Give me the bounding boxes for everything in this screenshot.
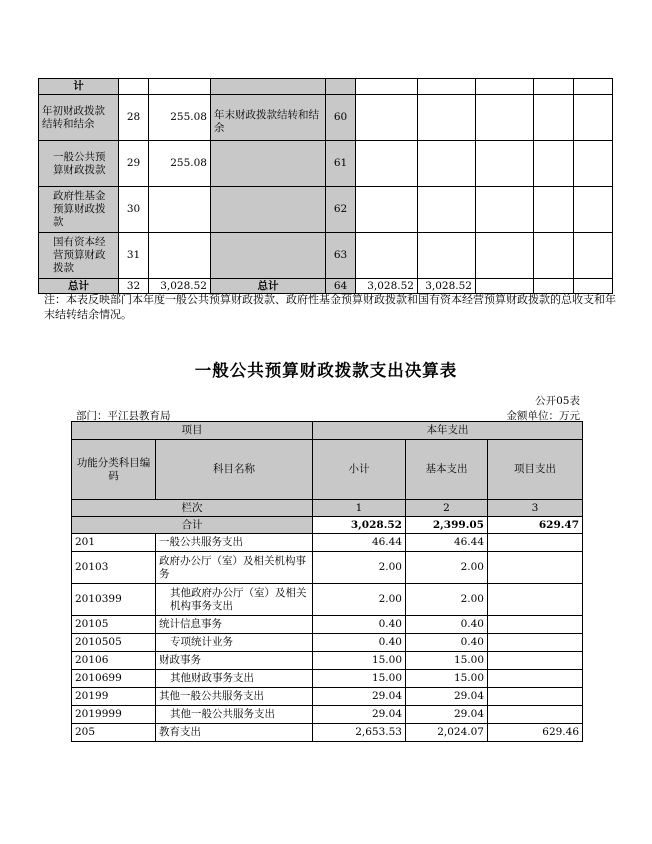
table-row	[72, 534, 583, 552]
value-cell	[574, 141, 613, 187]
table-row	[39, 233, 613, 279]
code-cell: 201	[72, 534, 156, 552]
code-cell: 2010399	[72, 584, 156, 616]
general-budget-expenditure-table	[71, 421, 583, 742]
table-row	[39, 79, 613, 95]
code-cell: 20105	[72, 616, 156, 634]
value-cell	[476, 95, 534, 141]
line-number: 29	[119, 141, 149, 187]
subtotal-cell: 15.00	[313, 670, 406, 688]
subtotal-cell: 2.00	[313, 552, 406, 584]
value-cell	[418, 187, 476, 233]
project-cell: 629.46	[488, 724, 583, 742]
project-cell	[488, 634, 583, 652]
right-line-number	[326, 79, 356, 95]
section-title: 一般公共预算财政拨款支出决算表	[194, 361, 458, 380]
total-label: 合计	[72, 517, 313, 534]
table-note: 注：本表反映部门本年度一般公共预算财政拨款、政府性基金预算财政拨款和国有资本经营预算财政拨款的总收支和年末结转结余情况。	[44, 293, 616, 321]
project-cell	[488, 652, 583, 670]
basic-cell: 29.04	[406, 706, 488, 724]
value-cell	[356, 79, 418, 95]
right-line-number: 60	[326, 95, 356, 141]
name-cell: 其他一般公共服务支出	[156, 706, 313, 724]
subtotal-cell: 2,653.53	[313, 724, 406, 742]
table-row	[39, 95, 613, 141]
project-cell	[488, 584, 583, 616]
col-number: 1	[313, 500, 406, 517]
code-cell: 20199	[72, 688, 156, 706]
line-number	[119, 79, 149, 95]
name-cell: 一般公共服务支出	[156, 534, 313, 552]
total-subtotal: 3,028.52	[313, 517, 406, 534]
value-cell	[574, 79, 613, 95]
row-col-label: 栏次	[72, 500, 313, 517]
row-label: 总计	[39, 279, 119, 294]
amount-cell	[149, 233, 211, 279]
right-row-label: 总计	[211, 279, 326, 294]
value-cell	[534, 141, 574, 187]
basic-cell: 15.00	[406, 670, 488, 688]
table-row	[72, 724, 583, 742]
amount-cell	[149, 79, 211, 95]
project-cell	[488, 534, 583, 552]
row-label: 一般公共预算财政拨款	[39, 141, 119, 187]
right-line-number: 63	[326, 233, 356, 279]
col-name-header: 科目名称	[156, 440, 313, 500]
value-cell	[534, 79, 574, 95]
value-cell	[356, 233, 418, 279]
name-cell: 教育支出	[156, 724, 313, 742]
right-row-label	[211, 233, 326, 279]
amount-cell: 3,028.52	[149, 279, 211, 294]
right-line-number: 62	[326, 187, 356, 233]
subtotal-cell: 15.00	[313, 652, 406, 670]
value-cell	[476, 187, 534, 233]
row-label: 国有资本经营预算财政拨款	[39, 233, 119, 279]
value-cell	[418, 233, 476, 279]
form-number: 公开05表	[535, 395, 580, 407]
total-row	[72, 517, 583, 534]
subtotal-cell: 29.04	[313, 688, 406, 706]
right-row-label	[211, 141, 326, 187]
amount-cell: 255.08	[149, 141, 211, 187]
income-expense-total-table	[38, 78, 613, 294]
subtotal-cell: 0.40	[313, 616, 406, 634]
code-cell: 2019999	[72, 706, 156, 724]
table-row	[39, 141, 613, 187]
value-cell: 3,028.52	[356, 279, 418, 294]
right-line-number: 61	[326, 141, 356, 187]
value-cell	[356, 187, 418, 233]
department-label: 部门：平江县教育局	[76, 410, 171, 422]
project-cell	[488, 670, 583, 688]
project-cell	[488, 552, 583, 584]
header-row	[72, 440, 583, 500]
col-project-header: 项目支出	[488, 440, 583, 500]
table-row	[39, 187, 613, 233]
header-project: 项目	[72, 422, 313, 440]
basic-cell: 2.00	[406, 584, 488, 616]
table-row	[72, 634, 583, 652]
project-cell	[488, 706, 583, 724]
value-cell	[356, 95, 418, 141]
row-label: 年初财政拨款结转和结余	[39, 95, 119, 141]
line-number: 30	[119, 187, 149, 233]
row-label: 政府性基金预算财政拨款	[39, 187, 119, 233]
value-cell	[418, 79, 476, 95]
project-cell	[488, 616, 583, 634]
value-cell	[418, 141, 476, 187]
value-cell	[574, 233, 613, 279]
amount-cell	[149, 187, 211, 233]
code-cell: 205	[72, 724, 156, 742]
value-cell	[574, 187, 613, 233]
value-cell: 3,028.52	[418, 279, 476, 294]
code-cell: 2010505	[72, 634, 156, 652]
table-row	[72, 688, 583, 706]
header-year-expenditure: 本年支出	[313, 422, 583, 440]
col-basic-header: 基本支出	[406, 440, 488, 500]
code-cell: 20103	[72, 552, 156, 584]
table-row	[72, 552, 583, 584]
right-line-number: 64	[326, 279, 356, 294]
code-cell: 2010699	[72, 670, 156, 688]
line-number: 31	[119, 233, 149, 279]
col-number: 3	[488, 500, 583, 517]
basic-cell: 46.44	[406, 534, 488, 552]
basic-cell: 0.40	[406, 616, 488, 634]
value-cell	[574, 95, 613, 141]
name-cell: 政府办公厅（室）及相关机构事务	[156, 552, 313, 584]
value-cell	[476, 141, 534, 187]
table-row	[72, 616, 583, 634]
value-cell	[534, 95, 574, 141]
value-cell	[534, 187, 574, 233]
total-basic: 2,399.05	[406, 517, 488, 534]
amount-unit: 金额单位：万元	[506, 410, 580, 422]
name-cell: 其他一般公共服务支出	[156, 688, 313, 706]
header-row	[72, 422, 583, 440]
right-row-label	[211, 187, 326, 233]
basic-cell: 2.00	[406, 552, 488, 584]
basic-cell: 0.40	[406, 634, 488, 652]
name-cell: 其他政府办公厅（室）及相关机构事务支出	[156, 584, 313, 616]
total-project: 629.47	[488, 517, 583, 534]
amount-cell: 255.08	[149, 95, 211, 141]
line-number: 32	[119, 279, 149, 294]
line-number: 28	[119, 95, 149, 141]
row-label: 计	[39, 79, 119, 95]
col-number: 2	[406, 500, 488, 517]
table-row	[72, 584, 583, 616]
name-cell: 专项统计业务	[156, 634, 313, 652]
basic-cell: 15.00	[406, 652, 488, 670]
col-code-header: 功能分类科目编码	[72, 440, 156, 500]
value-cell	[356, 141, 418, 187]
name-cell: 其他财政事务支出	[156, 670, 313, 688]
basic-cell: 29.04	[406, 688, 488, 706]
basic-cell: 2,024.07	[406, 724, 488, 742]
value-cell	[418, 95, 476, 141]
right-row-label: 年末财政拨款结转和结余	[211, 95, 326, 141]
table-row	[72, 706, 583, 724]
column-number-row	[72, 500, 583, 517]
subtotal-cell: 29.04	[313, 706, 406, 724]
right-row-label	[211, 79, 326, 95]
col-subtotal-header: 小计	[313, 440, 406, 500]
value-cell	[534, 233, 574, 279]
code-cell: 20106	[72, 652, 156, 670]
subtotal-cell: 0.40	[313, 634, 406, 652]
subtotal-cell: 46.44	[313, 534, 406, 552]
table-row	[72, 670, 583, 688]
table-row	[72, 652, 583, 670]
name-cell: 统计信息事务	[156, 616, 313, 634]
value-cell	[476, 233, 534, 279]
subtotal-cell: 2.00	[313, 584, 406, 616]
value-cell	[476, 79, 534, 95]
name-cell: 财政事务	[156, 652, 313, 670]
project-cell	[488, 688, 583, 706]
